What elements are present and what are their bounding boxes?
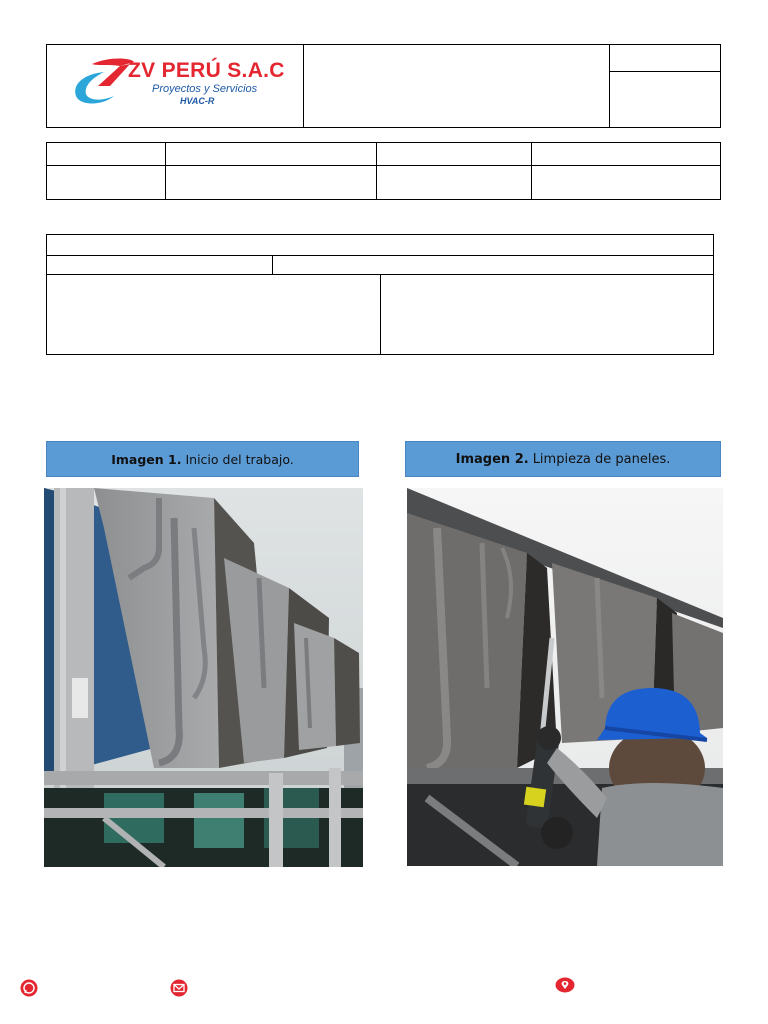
desc-sub-right [272, 255, 714, 275]
info-cell-2-label [165, 142, 377, 166]
info-cell-2-value [165, 165, 377, 200]
header-version-cell [609, 71, 721, 128]
info-cell-1-value [46, 165, 166, 200]
info-cell-4-value [531, 165, 721, 200]
location-icon[interactable] [555, 977, 575, 993]
image-2-caption [405, 441, 721, 477]
image-1-description: Inicio del trabajo. [185, 451, 294, 467]
desc-title-row [46, 234, 714, 256]
desc-body-left [46, 274, 381, 355]
desc-body-right [380, 274, 714, 355]
info-cell-1-label [46, 142, 166, 166]
email-icon[interactable] [170, 979, 188, 997]
info-cell-4-label [531, 142, 721, 166]
header-code-cell [609, 44, 721, 72]
image-2-description: Limpieza de paneles. [532, 451, 671, 467]
company-division: HVAC-R [180, 96, 215, 106]
image-2-number: Imagen 2. [455, 451, 529, 467]
info-cell-3-value [376, 165, 532, 200]
image-1-caption [46, 441, 359, 477]
info-cell-3-label [376, 142, 532, 166]
company-logo [70, 56, 290, 112]
whatsapp-icon[interactable] [20, 979, 38, 997]
company-name: ZV PERÚ S.A.C [128, 59, 285, 82]
desc-sub-left [46, 255, 273, 275]
company-tagline: Proyectos y Servicios [152, 83, 258, 95]
image-1-number: Imagen 1. [111, 451, 182, 467]
header-title-cell [303, 44, 610, 128]
photo-2-panel-cleaning [407, 488, 723, 866]
photo-1-condenser [44, 488, 363, 867]
